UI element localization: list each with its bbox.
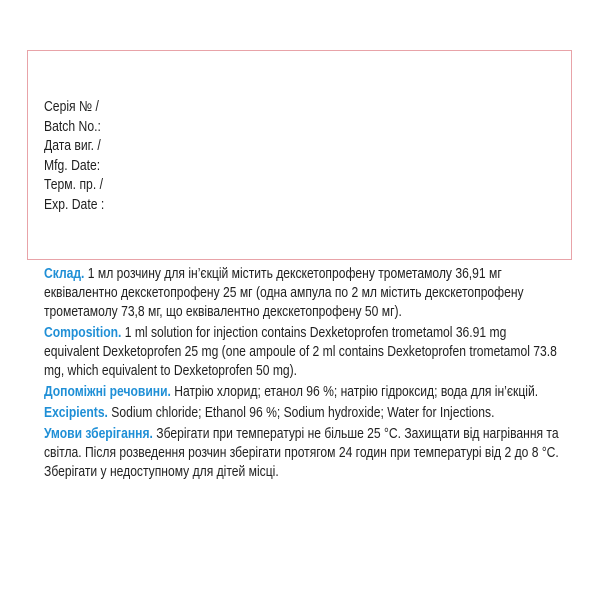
- batch-info-box: [27, 50, 572, 260]
- excipients-en-label: Excipients.: [44, 405, 108, 421]
- composition-ua-label: Склад.: [44, 266, 85, 282]
- excipients-en-text: Sodium chloride; Ethanol 96 %; Sodium hydroxide; Water for Injections.: [111, 405, 495, 421]
- storage-ua-label: Умови зберігання.: [44, 426, 153, 442]
- storage-ua-text: Зберігати при температурі не більше 25 °C. Захищати від нагрівання та світла. Після розведення розчин зберігати протягом 24 годин при температурі від 2 до 8 °C. Зберігати у недоступному для дітей місці.: [44, 426, 559, 480]
- composition-en-label: Composition.: [44, 325, 122, 341]
- storage-ua-paragraph: [44, 425, 562, 482]
- batch-number-label-ua: Серія № /: [44, 99, 99, 115]
- product-information: [44, 265, 562, 484]
- expiry-date-label-en: Exp. Date :: [44, 196, 105, 213]
- manufacturing-date-label-ua: Дата виг. /: [44, 138, 101, 154]
- excipients-en-paragraph: [44, 404, 562, 423]
- composition-en-paragraph: [44, 324, 562, 381]
- excipients-ua-paragraph: [44, 383, 562, 402]
- batch-info-lines: [44, 98, 104, 215]
- manufacturing-date-label-en: Mfg. Date:: [44, 157, 101, 174]
- expiry-date-label-ua: Терм. пр. /: [44, 177, 103, 193]
- composition-en-text: 1 ml solution for injection contains Dexketoprofen trometamol 36.91 mg equivalent Dexketoprofen 25 mg (one ampoule of 2 ml contains Dexketoprofen trometamol 73.8 mg, which equivalent to Dexketoprofen 50 mg).: [44, 325, 557, 379]
- composition-ua-paragraph: [44, 265, 562, 322]
- composition-ua-text: 1 мл розчину для ін’єкцій містить декскетопрофену трометамолу 36,91 мг еквівалентно декскетопрофену 25 мг (одна ампула по 2 мл містить декскетопрофену трометамолу 73,8 мг, що еквівалентно декскетопрофену 50 мг).: [44, 266, 524, 320]
- excipients-ua-label: Допоміжні речовини.: [44, 384, 171, 400]
- excipients-ua-text: Натрію хлорид; етанол 96 %; натрію гідроксид; вода для ін’єкцій.: [174, 384, 539, 400]
- batch-number-label-en: Batch No.:: [44, 118, 101, 135]
